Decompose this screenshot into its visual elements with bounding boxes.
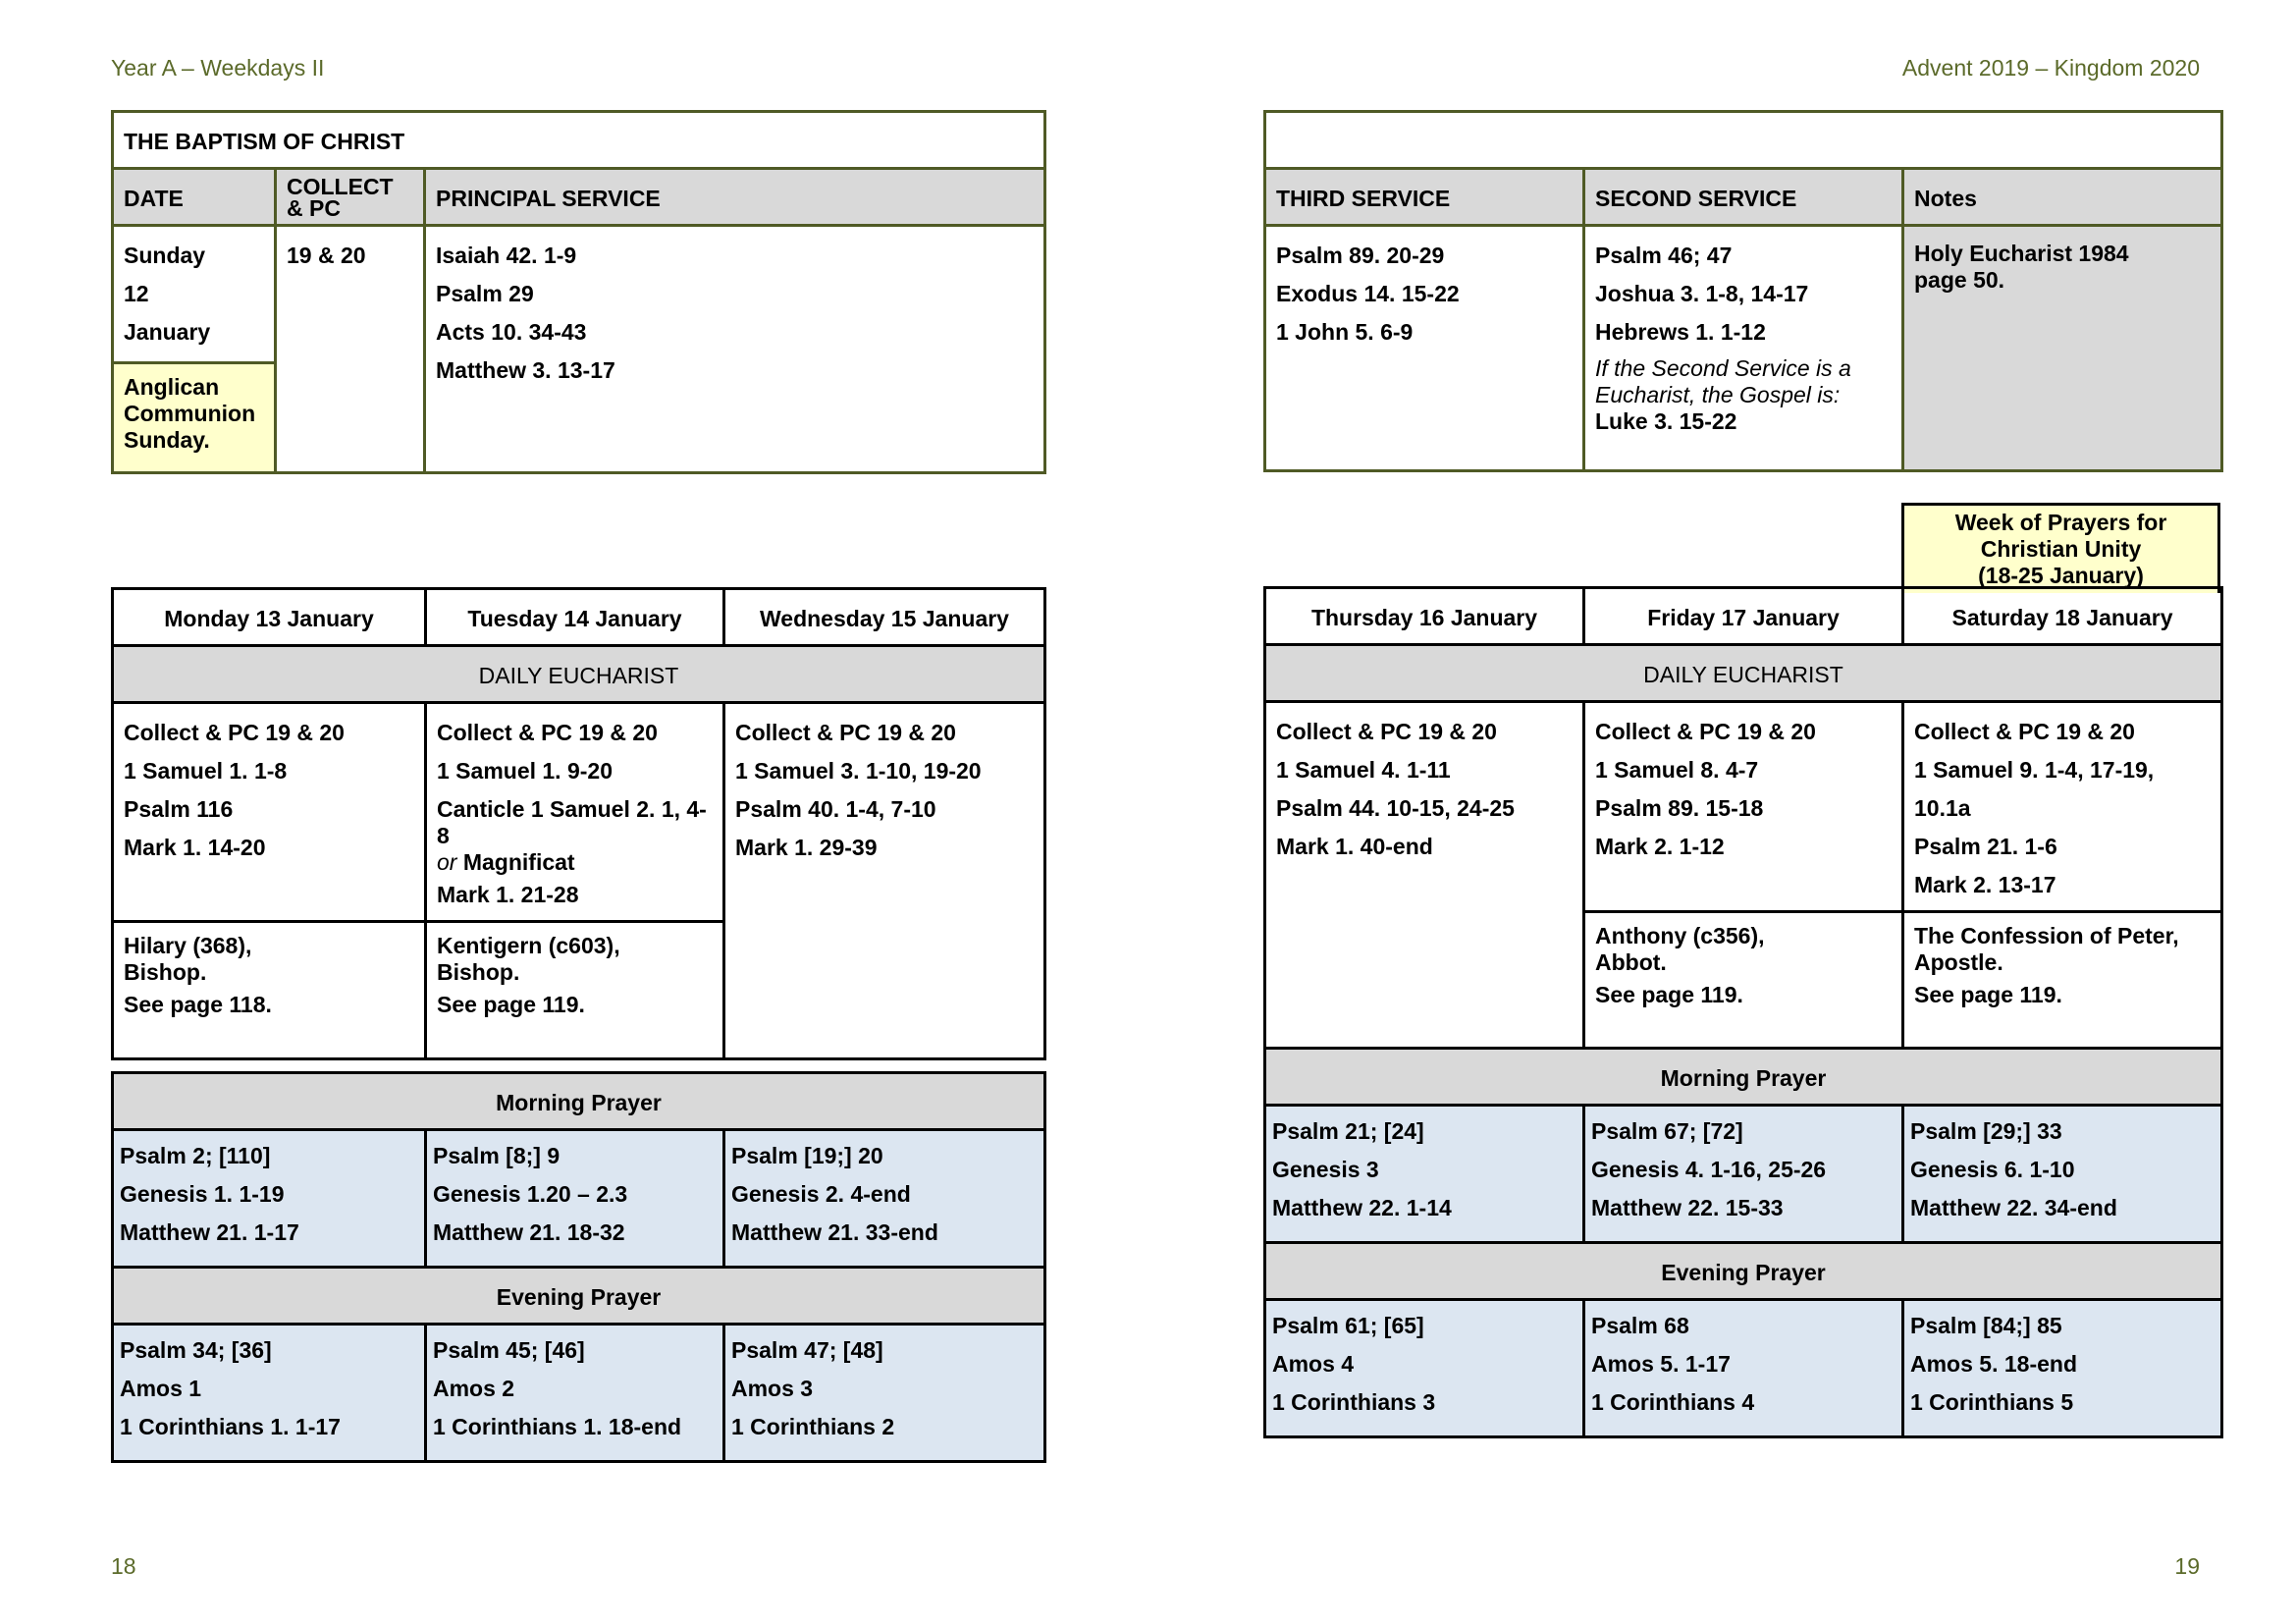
mp-friday: Psalm 67; [72] Genesis 4. 1-16, 25-26 Matthew 22. 15-33 (1584, 1106, 1903, 1243)
page-number-left: 18 (111, 1553, 136, 1579)
col-second-service: SECOND SERVICE (1584, 169, 1903, 226)
evening-prayer-heading: Evening Prayer (113, 1268, 1045, 1325)
second-service-readings: Psalm 46; 47 Joshua 3. 1-8, 14-17 Hebrews 1. 1-12 If the Second Service is a Eucharist, the Gospel is: Luke 3. 15-22 (1584, 226, 1903, 471)
col-notes: Notes (1903, 169, 2222, 226)
weekdays-eucharist-right (1263, 586, 2223, 1051)
tuesday-commemoration: Kentigern (c603), Bishop. See page 119. (426, 922, 724, 1059)
wednesday-readings: Collect & PC 19 & 20 1 Samuel 3. 1-10, 19-20 Psalm 40. 1-4, 7-10 Mark 1. 29-39 (724, 703, 1045, 1059)
mp-saturday: Psalm [29;] 33 Genesis 6. 1-10 Matthew 22. 34-end (1903, 1106, 2222, 1243)
day-wednesday: Wednesday 15 January (724, 589, 1045, 646)
day-friday: Friday 17 January (1584, 588, 1903, 645)
mp-tuesday: Psalm [8;] 9 Genesis 1.20 – 2.3 Matthew 21. 18-32 (426, 1130, 724, 1268)
sunday-principal-table (111, 110, 1046, 474)
office-prayer-right (1263, 1047, 2223, 1438)
sunday-title: THE BAPTISM OF CHRIST (113, 112, 1045, 169)
running-header-right: Advent 2019 – Kingdom 2020 (1901, 55, 2200, 81)
col-principal-service: PRINCIPAL SERVICE (425, 169, 1045, 226)
notes-cell: Holy Eucharist 1984 page 50. (1903, 226, 2222, 471)
col-collect: COLLECT & PC (276, 169, 425, 226)
unity-week-box: Week of Prayers for Christian Unity (18-25 January) (1901, 503, 2220, 593)
saturday-commemoration: The Confession of Peter, Apostle. See page 119. (1903, 912, 2222, 1050)
day-monday: Monday 13 January (113, 589, 426, 646)
evening-prayer-heading: Evening Prayer (1265, 1243, 2222, 1300)
mp-thursday: Psalm 21; [24] Genesis 3 Matthew 22. 1-14 (1265, 1106, 1584, 1243)
thursday-readings: Collect & PC 19 & 20 1 Samuel 4. 1-11 Psalm 44. 10-15, 24-25 Mark 1. 40-end (1265, 702, 1584, 1050)
daily-eucharist-heading: DAILY EUCHARIST (1265, 645, 2222, 702)
weekdays-eucharist-left (111, 587, 1046, 1060)
running-header-left: Year A – Weekdays II (111, 55, 325, 81)
sunday-collect: 19 & 20 (276, 226, 425, 473)
morning-prayer-heading: Morning Prayer (113, 1073, 1045, 1130)
day-thursday: Thursday 16 January (1265, 588, 1584, 645)
col-date: DATE (113, 169, 276, 226)
ep-thursday: Psalm 61; [65] Amos 4 1 Corinthians 3 (1265, 1300, 1584, 1437)
tuesday-readings: Collect & PC 19 & 20 1 Samuel 1. 9-20 Canticle 1 Samuel 2. 1, 4-8 or Magnificat Mark 1. 21-28 (426, 703, 724, 922)
third-service-readings: Psalm 89. 20-29 Exodus 14. 15-22 1 John 5. 6-9 (1265, 226, 1584, 471)
friday-commemoration: Anthony (c356), Abbot. See page 119. (1584, 912, 1903, 1050)
daily-eucharist-heading: DAILY EUCHARIST (113, 646, 1045, 703)
col-third-service: THIRD SERVICE (1265, 169, 1584, 226)
ep-friday: Psalm 68 Amos 5. 1-17 1 Corinthians 4 (1584, 1300, 1903, 1437)
office-prayer-left (111, 1071, 1046, 1463)
sunday-other-services-table (1263, 110, 2223, 472)
ep-monday: Psalm 34; [36] Amos 1 1 Corinthians 1. 1-17 (113, 1325, 426, 1462)
monday-commemoration: Hilary (368), Bishop. See page 118. (113, 922, 426, 1059)
monday-readings: Collect & PC 19 & 20 1 Samuel 1. 1-8 Psalm 116 Mark 1. 14-20 (113, 703, 426, 922)
ep-wednesday: Psalm 47; [48] Amos 3 1 Corinthians 2 (724, 1325, 1045, 1462)
sunday-note: Anglican Communion Sunday. (113, 363, 276, 473)
mp-wednesday: Psalm [19;] 20 Genesis 2. 4-end Matthew 21. 33-end (724, 1130, 1045, 1268)
mp-monday: Psalm 2; [110] Genesis 1. 1-19 Matthew 21. 1-17 (113, 1130, 426, 1268)
day-tuesday: Tuesday 14 January (426, 589, 724, 646)
page-number-right: 19 (2174, 1553, 2200, 1579)
morning-prayer-heading: Morning Prayer (1265, 1049, 2222, 1106)
friday-readings: Collect & PC 19 & 20 1 Samuel 8. 4-7 Psalm 89. 15-18 Mark 2. 1-12 (1584, 702, 1903, 912)
day-saturday: Saturday 18 January (1903, 588, 2222, 645)
sunday-date: Sunday 12 January (113, 226, 276, 363)
ep-saturday: Psalm [84;] 85 Amos 5. 18-end 1 Corinthians 5 (1903, 1300, 2222, 1437)
saturday-readings: Collect & PC 19 & 20 1 Samuel 9. 1-4, 17-19, 10.1a Psalm 21. 1-6 Mark 2. 13-17 (1903, 702, 2222, 912)
ep-tuesday: Psalm 45; [46] Amos 2 1 Corinthians 1. 18-end (426, 1325, 724, 1462)
sunday-principal-readings: Isaiah 42. 1-9 Psalm 29 Acts 10. 34-43 Matthew 3. 13-17 (425, 226, 1045, 473)
blank-title-cell (1265, 112, 2222, 169)
